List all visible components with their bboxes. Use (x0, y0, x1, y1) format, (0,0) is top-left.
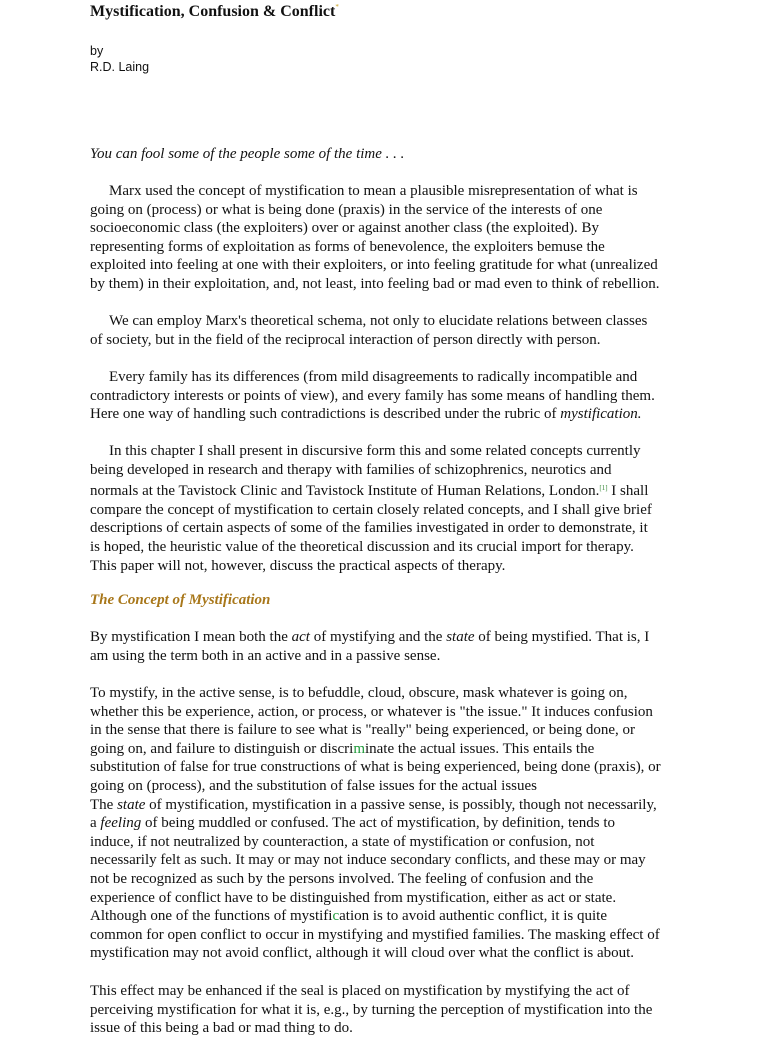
text-line: normals at the Tavistock Clinic and Tavistock Institute of Human Relations, London.[1] I shall (90, 483, 649, 500)
text-line: am using the term both in an active and in a passive sense. (90, 647, 441, 664)
text-line: contradictory interests or points of view), and every family has some means of handling them. (90, 387, 655, 404)
text-line: mystification may not avoid conflict, although it will cloud over what the conflict is about. (90, 945, 635, 962)
text-line: This paper will not, however, discuss the practical aspects of therapy. (90, 557, 506, 574)
text-line: being developed in research and therapy with families of schizophrenics, neurotics and (90, 461, 612, 478)
text-line: necessarily felt as such. It may or may not induce secondary conflicts, and these may or may (90, 852, 646, 869)
paragraph-marx-mystification (90, 182, 690, 294)
text-line: Every family has its differences (from mild disagreements to radically incompatible and (109, 369, 638, 385)
title-footnote-mark[interactable]: * (335, 3, 339, 11)
text-line: The state of mystification, mystification in a passive sense, is possibly, though not necessarily, (90, 796, 657, 813)
footnote-link[interactable]: [1] (599, 484, 608, 493)
paragraph-marx-schema (90, 312, 690, 349)
text-line: socioeconomic class (the exploiters) over or against another class (the exploited). By (90, 220, 600, 237)
paragraph-seal (90, 982, 690, 1038)
text-line: This effect may be enhanced if the seal is placed on mystification by mystifying the act of (90, 983, 630, 999)
text-line: Although one of the functions of mystification is to avoid authentic conflict, it is quite (90, 908, 608, 925)
text-line: exploited into feeling at one with their exploiters, or into feeling gratitude for what (unrealized (90, 257, 658, 274)
text-line: going on (process) or what is being done (praxis) in the service of the interests of one (90, 201, 603, 218)
text-line: issue of this being a bad or mad thing to do. (90, 1020, 353, 1037)
text-line: going on, and failure to distinguish or discriminate the actual issues. This entails the (90, 740, 595, 757)
author-name: R.D. Laing (90, 60, 150, 74)
text-line: induce, if not neutralized by counteraction, a state of mystification or confusion, not (90, 833, 595, 850)
document-title: Mystification, Confusion & Conflict* (90, 3, 339, 20)
paragraph-chapter-intro (90, 442, 690, 575)
paragraph-definition (90, 628, 690, 665)
text-line: not be recognized as such by the persons involved. The feeling of confusion and the (90, 870, 594, 887)
section-heading: The Concept of Mystification (90, 592, 271, 608)
text-line: substitution of false for true constructions of what is being experienced, being done (praxis), or (90, 759, 661, 776)
epigraph: You can fool some of the people some of the time . . . (90, 146, 405, 162)
text-line: perceiving mystification for what it is, e.g., by turning the perception of mystification into the (90, 1001, 653, 1018)
text-line: By mystification I mean both the act of mystifying and the state of being mystified. That is, I (90, 629, 650, 645)
text-line: To mystify, in the active sense, is to befuddle, cloud, obscure, mask whatever is going on, (90, 685, 628, 701)
text-line: is hoped, the heuristic value of the theoretical discussion and its crucial import for therapy. (90, 538, 634, 555)
text-line: compare the concept of mystification to certain closely related concepts, and I shall give brief (90, 501, 652, 518)
text-line: of society, but in the field of the reciprocal interaction of person directly with person. (90, 331, 601, 348)
text-line: going on (process), and the substitution of false issues for the actual issues (90, 777, 537, 794)
text-line: representing forms of exploitation as forms of benevolence, the exploiters bemuse the (90, 238, 605, 255)
text-line: a feeling of being muddled or confused. The act of mystification, by definition, tends to (90, 815, 616, 832)
by-label: by (90, 44, 104, 58)
text-line: Here one way of handling such contradictions is described under the rubric of mystification. (90, 406, 642, 423)
text-line: whether this be experience, action, or process, or whatever is "the issue." It induces confusion (90, 703, 653, 720)
text-line: We can employ Marx's theoretical schema, not only to elucidate relations between classes (109, 313, 648, 329)
text-line: by them) in their exploitation, and, not least, into feeling bad or mad even to think of rebellion. (90, 275, 660, 292)
paragraph-active-passive (90, 684, 690, 963)
paragraph-family-differences (90, 368, 690, 424)
text-line: Marx used the concept of mystification to mean a plausible misrepresentation of what is (109, 183, 638, 199)
text-line: in the sense that there is failure to see what is "really" being experienced, or being done, or (90, 722, 635, 739)
byline (90, 43, 149, 75)
text-line: experience of conflict have to be distinguished from mystification, either as act or state. (90, 889, 617, 906)
text-line: In this chapter I shall present in discursive form this and some related concepts currently (109, 443, 641, 459)
text-line: common for open conflict to occur in mystifying and mystified families. The masking effect of (90, 926, 660, 943)
text-line: descriptions of certain aspects of some of the families investigated in order to demonstrate, it (90, 520, 648, 537)
